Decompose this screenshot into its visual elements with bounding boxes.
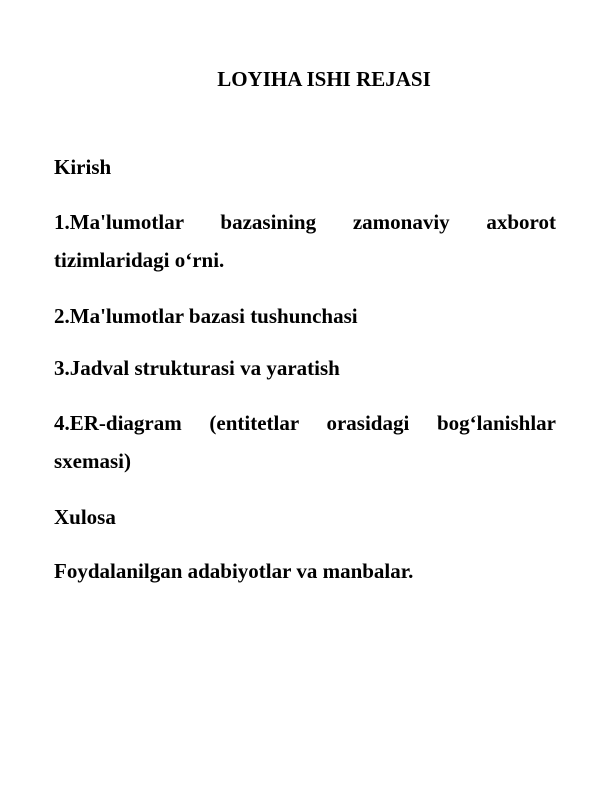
toc-item-2: 2.Ma'lumotlar bazasi tushunchasi (54, 304, 358, 328)
toc-item-4: 4.ER-diagram (entitetlar orasidagi bog‘lanishlar sxemasi) (54, 411, 556, 473)
page-title: LOYIHA ISHI REJASI (217, 67, 431, 91)
toc-item-references: Foydalanilgan adabiyotlar va manbalar. (54, 559, 414, 583)
toc-item-3: 3.Jadval strukturasi va yaratish (54, 356, 340, 380)
toc-item-kirish: Kirish (54, 155, 112, 179)
toc-item-1: 1.Ma'lumotlar bazasining zamonaviy axborot tizimlaridagi o‘rni. (54, 210, 556, 272)
toc-item-xulosa: Xulosa (54, 505, 116, 529)
